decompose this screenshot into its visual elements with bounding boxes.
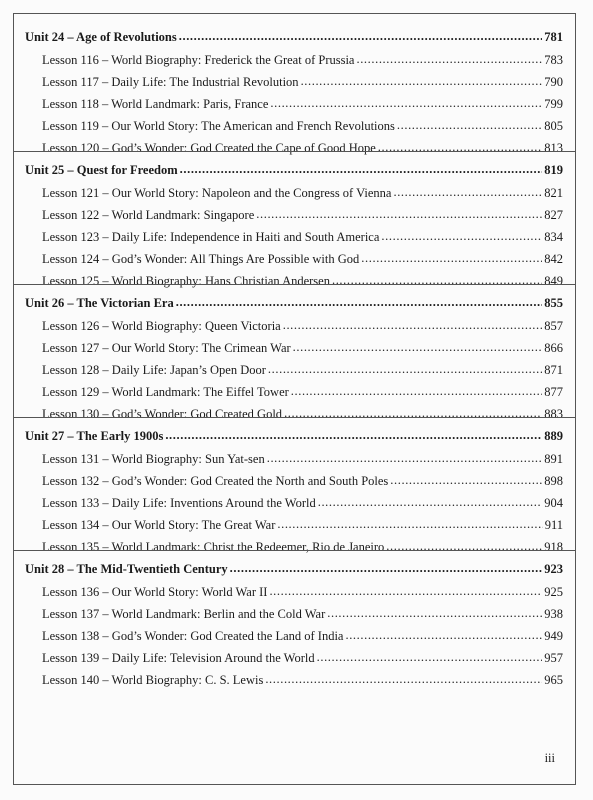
leader-dots (256, 203, 542, 225)
lesson-page-number: 883 (544, 407, 563, 421)
lesson-title: Lesson 137 – World Landmark: Berlin and the Cold War (42, 607, 326, 621)
lesson-entry[interactable] (25, 115, 563, 137)
lesson-entry[interactable] (25, 71, 563, 93)
lesson-title: Lesson 139 – Daily Life: Television Around the World (42, 651, 315, 665)
leader-dots (397, 114, 542, 136)
lesson-entry[interactable] (25, 270, 563, 292)
unit-section (25, 425, 563, 558)
lesson-title: Lesson 129 – World Landmark: The Eiffel Tower (42, 385, 289, 399)
unit-heading[interactable] (25, 558, 563, 580)
lesson-title: Lesson 135 – World Landmark: Christ the Redeemer, Rio de Janeiro (42, 540, 385, 554)
lesson-title: Lesson 119 – Our World Story: The American and French Revolutions (42, 119, 395, 133)
unit-title: Unit 24 – Age of Revolutions (25, 30, 177, 44)
lesson-entry[interactable] (25, 49, 563, 71)
lesson-entry[interactable] (25, 647, 563, 669)
lesson-entry[interactable] (25, 625, 563, 647)
lesson-entry[interactable] (25, 470, 563, 492)
lesson-title: Lesson 127 – Our World Story: The Crimean War (42, 341, 291, 355)
lesson-entry[interactable] (25, 603, 563, 625)
leader-dots (386, 535, 542, 557)
lesson-page-number: 813 (544, 141, 563, 155)
lesson-page-number: 834 (544, 230, 563, 244)
lesson-title: Lesson 131 – World Biography: Sun Yat-sen (42, 452, 265, 466)
leader-dots (356, 48, 542, 70)
lesson-page-number: 949 (544, 629, 563, 643)
lesson-title: Lesson 130 – God’s Wonder: God Created Gold (42, 407, 283, 421)
lesson-entry[interactable] (25, 669, 563, 691)
unit-section (25, 159, 563, 292)
lesson-entry[interactable] (25, 248, 563, 270)
leader-dots (332, 269, 542, 291)
leader-dots (267, 447, 543, 469)
lesson-title: Lesson 133 – Daily Life: Inventions Around the World (42, 496, 316, 510)
lesson-entry[interactable] (25, 226, 563, 248)
lesson-entry[interactable] (25, 359, 563, 381)
lesson-entry[interactable] (25, 536, 563, 558)
lesson-entry[interactable] (25, 315, 563, 337)
lesson-title: Lesson 116 – World Biography: Frederick the Great of Prussia (42, 53, 355, 67)
lesson-title: Lesson 123 – Daily Life: Independence in Haiti and South America (42, 230, 380, 244)
lesson-page-number: 904 (544, 496, 563, 510)
lesson-page-number: 965 (544, 673, 563, 687)
lesson-title: Lesson 124 – God’s Wonder: All Things Are Possible with God (42, 252, 360, 266)
leader-dots (179, 25, 543, 47)
section-divider (14, 151, 576, 152)
lesson-title: Lesson 126 – World Biography: Queen Victoria (42, 319, 281, 333)
lesson-page-number: 957 (544, 651, 563, 665)
unit-section (25, 558, 563, 691)
lesson-title: Lesson 117 – Daily Life: The Industrial Revolution (42, 75, 299, 89)
lesson-title: Lesson 136 – Our World Story: World War II (42, 585, 268, 599)
leader-dots (318, 491, 543, 513)
leader-dots (277, 513, 542, 535)
unit-section (25, 26, 563, 159)
leader-dots (301, 70, 543, 92)
leader-dots (291, 380, 542, 402)
lesson-title: Lesson 132 – God’s Wonder: God Created the North and South Poles (42, 474, 389, 488)
unit-section (25, 292, 563, 425)
unit-title: Unit 25 – Quest for Freedom (25, 163, 178, 177)
lesson-page-number: 918 (544, 540, 563, 554)
lesson-page-number: 805 (544, 119, 563, 133)
lesson-entry[interactable] (25, 337, 563, 359)
unit-heading[interactable] (25, 292, 563, 314)
leader-dots (378, 136, 542, 158)
lesson-title: Lesson 125 – World Biography: Hans Christian Andersen (42, 274, 330, 288)
lesson-entry[interactable] (25, 581, 563, 603)
leader-dots (265, 668, 542, 690)
page-number: iii (544, 751, 555, 765)
lesson-page-number: 827 (544, 208, 563, 222)
leader-dots (269, 580, 542, 602)
section-divider (14, 417, 576, 418)
lesson-page-number: 911 (544, 518, 563, 532)
leader-dots (293, 336, 543, 358)
lesson-page-number: 925 (544, 585, 563, 599)
lesson-entry[interactable] (25, 381, 563, 403)
leader-dots (283, 314, 543, 336)
lesson-entry[interactable] (25, 448, 563, 470)
lesson-entry[interactable] (25, 93, 563, 115)
unit-heading[interactable] (25, 159, 563, 181)
lesson-entry[interactable] (25, 182, 563, 204)
lesson-page-number: 938 (544, 607, 563, 621)
lesson-page-number: 857 (544, 319, 563, 333)
lesson-entry[interactable] (25, 403, 563, 425)
lesson-entry[interactable] (25, 204, 563, 226)
leader-dots (361, 247, 542, 269)
lesson-page-number: 877 (544, 385, 563, 399)
leader-dots (165, 424, 542, 446)
lesson-entry[interactable] (25, 514, 563, 536)
lesson-page-number: 842 (544, 252, 563, 266)
leader-dots (270, 92, 542, 114)
lesson-page-number: 866 (544, 341, 563, 355)
contents-frame (13, 13, 576, 785)
leader-dots (345, 624, 542, 646)
lesson-title: Lesson 140 – World Biography: C. S. Lewis (42, 673, 264, 687)
unit-title: Unit 27 – The Early 1900s (25, 429, 164, 443)
leader-dots (180, 158, 543, 180)
leader-dots (230, 557, 543, 579)
lesson-entry[interactable] (25, 137, 563, 159)
leader-dots (327, 602, 542, 624)
section-divider (14, 284, 576, 285)
unit-page-number: 855 (544, 296, 563, 310)
lesson-page-number: 871 (544, 363, 563, 377)
lesson-title: Lesson 134 – Our World Story: The Great War (42, 518, 276, 532)
unit-page-number: 819 (544, 163, 563, 177)
lesson-title: Lesson 121 – Our World Story: Napoleon and the Congress of Vienna (42, 186, 392, 200)
unit-page-number: 781 (544, 30, 563, 44)
unit-heading[interactable] (25, 425, 563, 447)
lesson-page-number: 898 (544, 474, 563, 488)
leader-dots (317, 646, 543, 668)
leader-dots (268, 358, 542, 380)
lesson-page-number: 891 (544, 452, 563, 466)
leader-dots (390, 469, 542, 491)
unit-page-number: 889 (544, 429, 563, 443)
lesson-title: Lesson 128 – Daily Life: Japan’s Open Door (42, 363, 266, 377)
section-divider (14, 550, 576, 551)
lesson-title: Lesson 118 – World Landmark: Paris, France (42, 97, 269, 111)
leader-dots (284, 402, 542, 424)
leader-dots (176, 291, 543, 313)
lesson-title: Lesson 138 – God’s Wonder: God Created the Land of India (42, 629, 344, 643)
unit-heading[interactable] (25, 26, 563, 48)
lesson-page-number: 821 (544, 186, 563, 200)
unit-page-number: 923 (544, 562, 563, 576)
leader-dots (393, 181, 542, 203)
unit-title: Unit 26 – The Victorian Era (25, 296, 174, 310)
unit-title: Unit 28 – The Mid-Twentieth Century (25, 562, 228, 576)
lesson-page-number: 790 (544, 75, 563, 89)
leader-dots (381, 225, 542, 247)
lesson-title: Lesson 120 – God’s Wonder: God Created the Cape of Good Hope (42, 141, 376, 155)
lesson-page-number: 783 (544, 53, 563, 67)
lesson-page-number: 799 (544, 97, 563, 111)
lesson-page-number: 849 (544, 274, 563, 288)
lesson-title: Lesson 122 – World Landmark: Singapore (42, 208, 255, 222)
lesson-entry[interactable] (25, 492, 563, 514)
